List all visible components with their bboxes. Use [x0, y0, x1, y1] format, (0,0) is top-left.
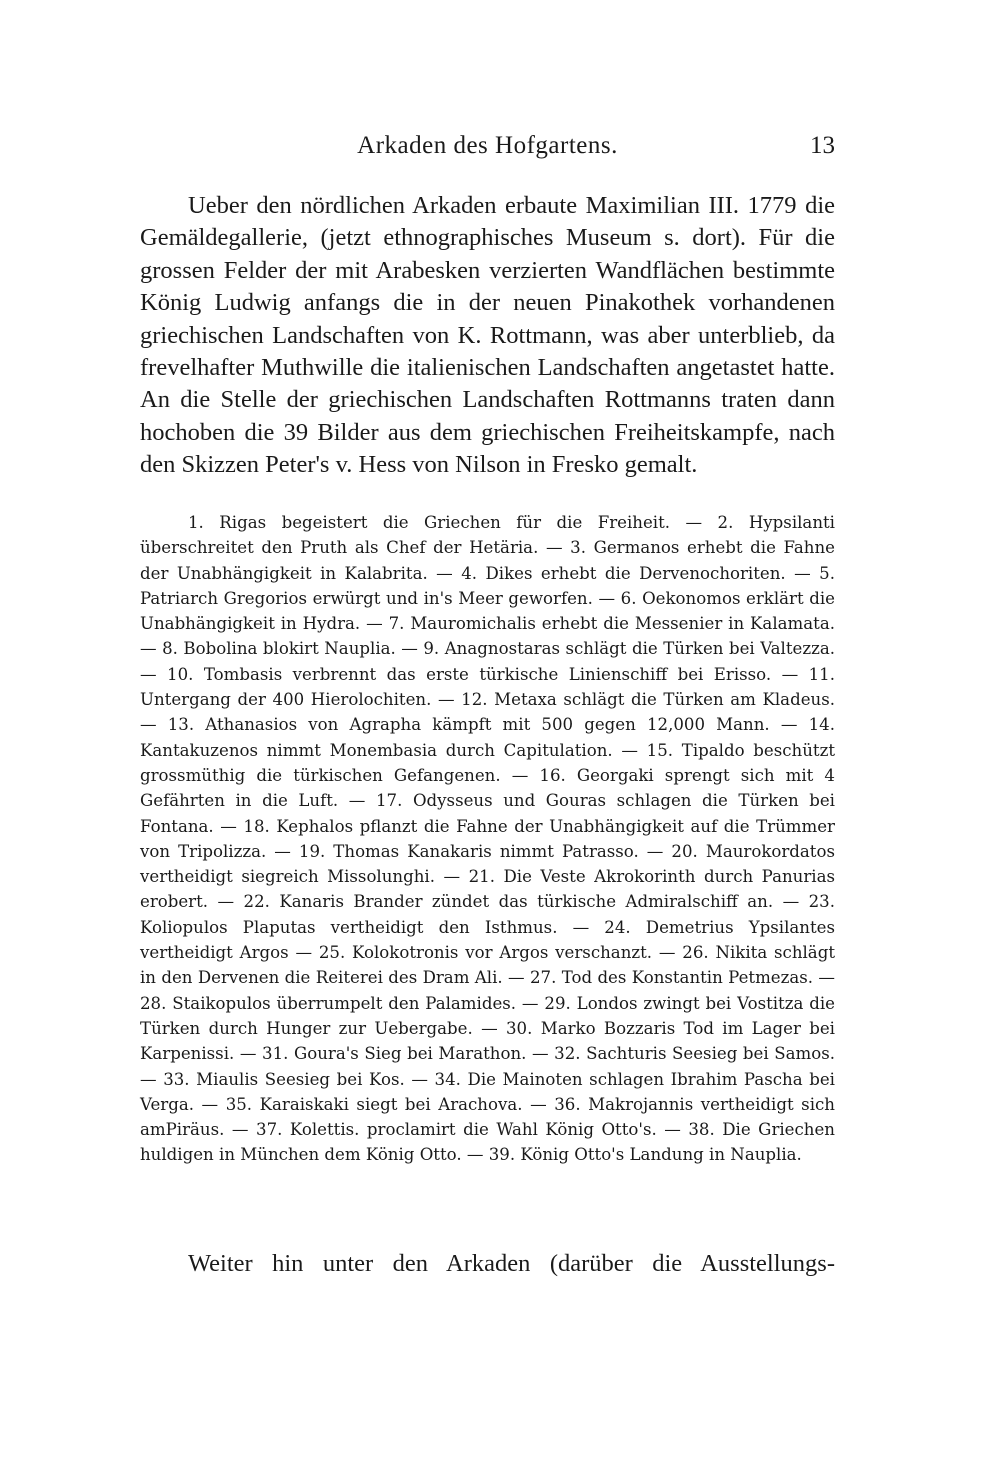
- running-head: [140, 132, 835, 172]
- page-number: 13: [810, 132, 835, 159]
- running-head-title: Arkaden des Hofgartens.: [357, 132, 618, 159]
- fresco-picture-list: 1. Rigas begeistert die Griechen für die Freiheit. — 2. Hypsilanti überschreitet den Pruth als Chef der Hetäria. — 3. Germanos erhebt die Fahne der Unabhängigkeit in Kalabrita. — 4. Dikes erhebt die Dervenochoriten. — 5. Patriarch Gregorios erwürgt und in's Meer geworfen. — 6. Oekonomos erklärt die Unabhängigkeit in Hydra. — 7. Mauromichalis erhebt die Messenier in Kalamata. — 8. Bobolina blokirt Nauplia. — 9. Anagnostaras schlägt die Türken bei Valtezza. — 10. Tombasis verbrennt das erste türkische Linienschiff bei Erisso. — 11. Untergang der 400 Hierolochiten. — 12. Metaxa schlägt die Türken am Kladeus. — 13. Athanasios von Agrapha kämpft mit 500 gegen 12,000 Mann. — 14. Kantakuzenos nimmt Monembasia durch Capitulation. — 15. Tipaldo beschützt grossmüthig die türkischen Gefangenen. — 16. Georgaki sprengt sich mit 4 Gefährten in die Luft. — 17. Odysseus und Gouras schlagen die Türken bei Fontana. — 18. Kephalos pflanzt die Fahne der Unabhängigkeit auf die Trümmer von Tripolizza. — 19. Thomas Kanakaris nimmt Patrasso. — 20. Maurokordatos vertheidigt siegreich Missolunghi. — 21. Die Veste Akrokorinth durch Panurias erobert. — 22. Kanaris Brander zündet das türkische Admiralschiff an. — 23. Koliopulos Plaputas vertheidigt den Isthmus. — 24. Demetrius Ypsilantes vertheidigt Argos — 25. Kolokotronis vor Argos verschanzt. — 26. Nikita schlägt in den Dervenen die Reiterei des Dram Ali. — 27. Tod des Konstantin Petmezas. — 28. Staikopulos überrumpelt den Palamides. — 29. Londos zwingt bei Vostitza die Türken durch Hunger zur Uebergabe. — 30. Marko Bozzaris Tod im Lager bei Karpenissi. — 31. Goura's Sieg bei Marathon. — 32. Sachturis Seesieg bei Samos. — 33. Miaulis Seesieg bei Kos. — 34. Die Mainoten schlagen Ibrahim Pascha bei Verga. — 35. Karaiskaki siegt bei Arachova. — 36. Makrojannis vertheidigt sich amPiräus. — 37. Kolettis. proclamirt die Wahl König Otto's. — 38. Die Griechen huldigen in München dem König Otto. — 39. König Otto's Landung in Nauplia.: [140, 513, 835, 1165]
- body-paragraph-continuation: Weiter hin unter den Arkaden (darüber die Ausstellungs-: [188, 1250, 835, 1277]
- body-paragraph-arkaden: Ueber den nördlichen Arkaden erbaute Maximilian III. 1779 die Gemäldegallerie, (jetzt ethnographisches Museum s. dort). Für die grossen Felder der mit Arabesken verzierten Wandflächen bestimmte König Ludwig anfangs die in der neuen Pinakothek vorhandenen griechischen Landschaften von K. Rottmann, was aber unterblieb, da frevelhafter Muthwille die italienischen Landschaften angetastet hatte. An die Stelle der griechischen Landschaften Rottmanns traten dann hochoben die 39 Bilder aus dem griechischen Freiheitskampfe, nach den Skizzen Peter's v. Hess von Nilson in Fresko gemalt.: [140, 192, 835, 479]
